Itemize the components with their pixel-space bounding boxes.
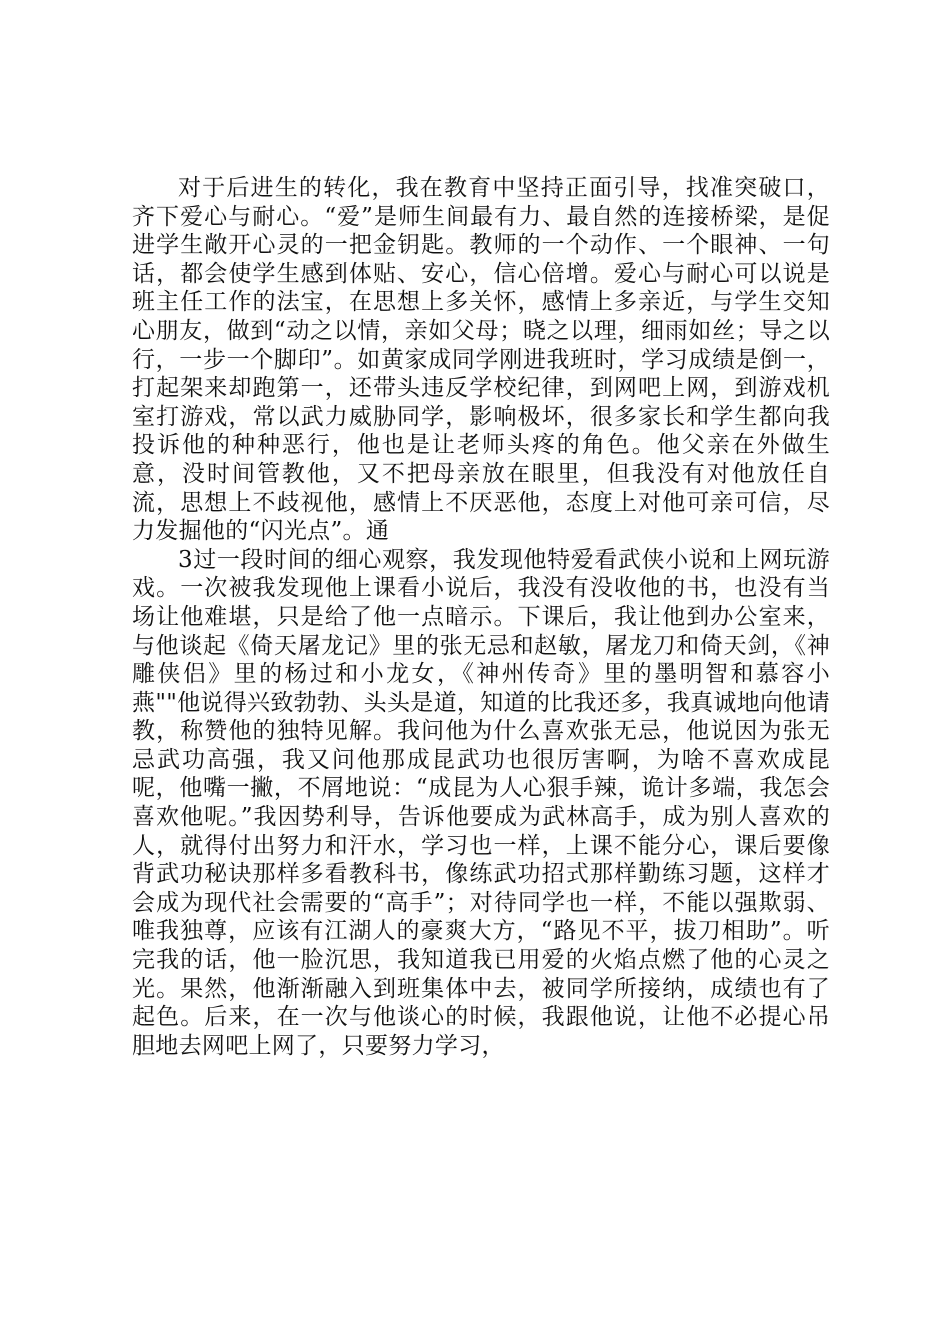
paragraph-2: 3过一段时间的细心观察，我发现他特爱看武侠小说和上网玩游戏。一次被我发现他上课看小说后，我没有没收他的书，也没有当场让他难堪，只是给了他一点暗示。下课后，我让他到办公室来，与他谈起《倚天屠龙记》里的张无忌和赵敏，屠龙刀和倚天剑，《神雕侠侣》里的杨过和小龙女，《神州传奇》里的墨明智和慕容小燕""他说得兴致勃勃、头头是道，知道的比我还多，我真诚地向他请教，称赞他的独特见解。我问他为什么喜欢张无忌，他说因为张无忌武功高强，我又问他那成昆武功也很厉害啊，为啥不喜欢成昆呢，他嘴一撇，不屑地说：“成昆为人心狠手辣，诡计多端，我怎会喜欢他呢。”我因势利导，告诉他要成为武林高手，成为别人喜欢的人，就得付出努力和汗水，学习也一样，上课不能分心，课后要像背武功秘诀那样多看教科书，像练武功招式那样勤练习题，这样才会成为现代社会需要的“高手”；对待同学也一样，不能以强欺弱、唯我独尊，应该有江湖人的豪爽大方，“路见不平，拔刀相助”。听完我的话，他一脸沉思，我知道我已用爱的火焰点燃了他的心灵之光。果然，他渐渐融入到班集体中去，被同学所接纳，成绩也有了起色。后来，在一次与他谈心的时候，我跟他说，让他不必提心吊胆地去网吧上网了，只要努力学习，	[132, 546, 830, 1059]
document-body	[132, 174, 830, 1060]
paragraph-1: 对于后进生的转化，我在教育中坚持正面引导，找准突破口，齐下爱心与耐心。“爱”是师生间最有力、最自然的连接桥梁，是促进学生敞开心灵的一把金钥匙。教师的一个动作、一个眼神、一句话，都会使学生感到体贴、安心，信心倍增。爱心与耐心可以说是班主任工作的法宝，在思想上多关怀，感情上多亲近，与学生交知心朋友，做到“动之以情，亲如父母；晓之以理，细雨如丝；导之以行，一步一个脚印”。如黄家成同学刚进我班时，学习成绩是倒一，打起架来却跑第一，还带头违反学校纪律，到网吧上网，到游戏机室打游戏，常以武力威胁同学，影响极坏，很多家长和学生都向我投诉他的种种恶行，他也是让老师头疼的角色。他父亲在外做生意，没时间管教他，又不把母亲放在眼里，但我没有对他放任自流，思想上不歧视他，感情上不厌恶他，态度上对他可亲可信，尽力发掘他的“闪光点”。通	[132, 175, 830, 545]
